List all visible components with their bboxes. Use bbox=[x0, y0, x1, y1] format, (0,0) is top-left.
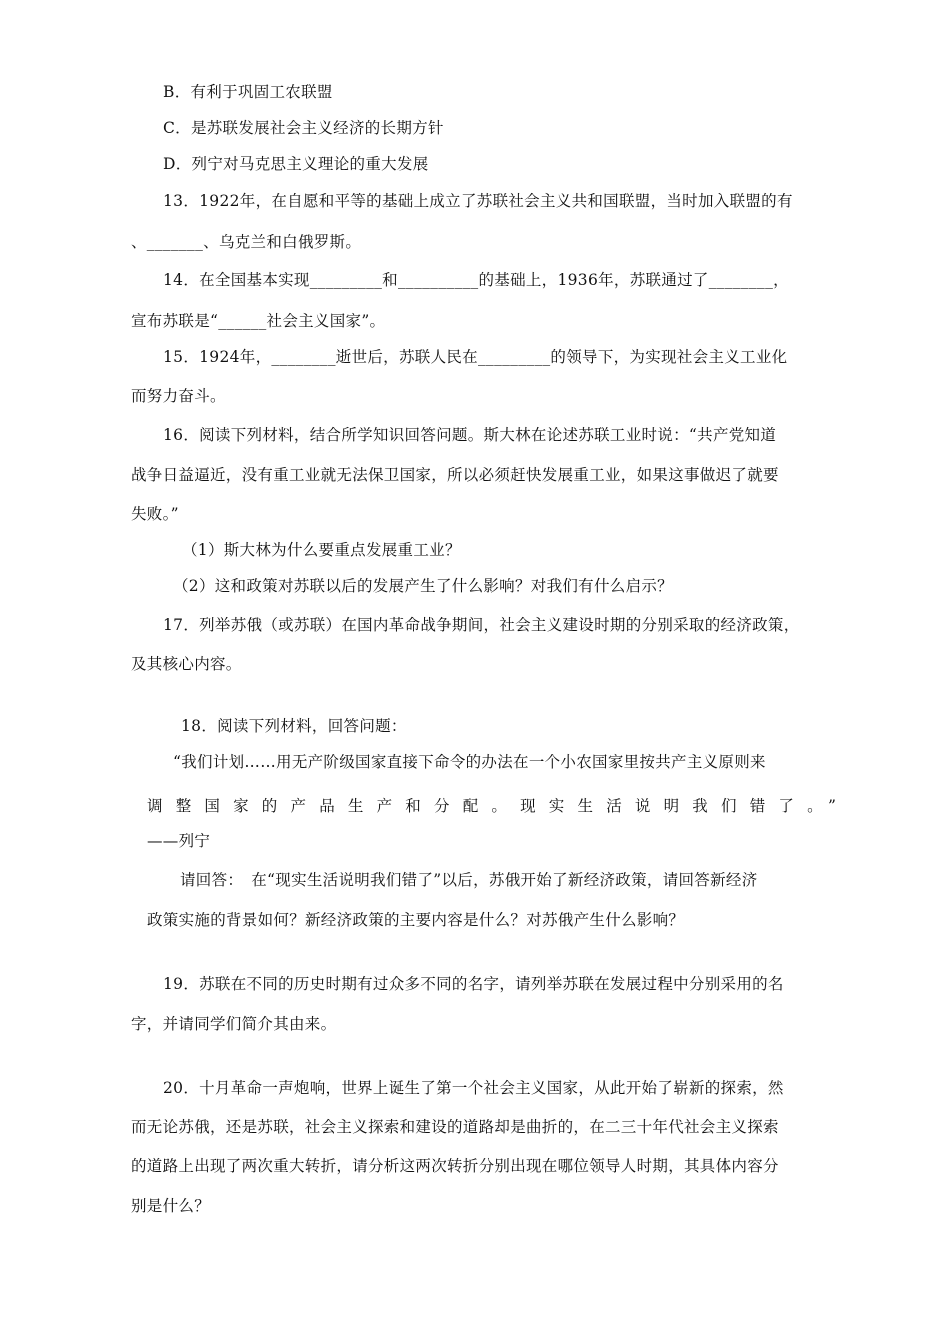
question-14-line-1: 14．在全国基本实现_________和__________的基础上，1936年，苏联通过了________， bbox=[163, 271, 789, 289]
question-18-ask-line-1: 请回答： 在“现实生活说明我们错了”以后，苏俄开始了新经济政策，请回答新经济 bbox=[180, 871, 758, 889]
question-18-quote-line-1: “我们计划……用无产阶级国家直接下命令的办法在一个小农国家里按共产主义原则来 bbox=[173, 753, 766, 771]
question-20-line-3: 的道路上出现了两次重大转折，请分析这两次转折分别出现在哪位领导人时期，其具体内容分 bbox=[131, 1157, 779, 1175]
question-16-line-1: 16．阅读下列材料，结合所学知识回答问题。斯大林在论述苏联工业时说：“共产党知道 bbox=[163, 426, 777, 444]
question-15-line-1: 15．1924年，________逝世后，苏联人民在_________的领导下，为实现社会主义工业化 bbox=[163, 348, 788, 366]
question-18-line-1: 18．阅读下列材料，回答问题： bbox=[181, 717, 407, 735]
question-13-line-1: 13．1922年，在自愿和平等的基础上成立了苏联社会主义共和国联盟，当时加入联盟的有 bbox=[163, 192, 793, 210]
question-14-line-2: 宣布苏联是“______社会主义国家”。 bbox=[131, 312, 386, 330]
question-20-line-1: 20．十月革命一声炮响，世界上诞生了第一个社会主义国家，从此开始了崭新的探索，然 bbox=[163, 1079, 784, 1097]
question-19-line-2: 字，并请同学们简介其由来。 bbox=[131, 1015, 337, 1033]
question-16-sub-2: （2）这和政策对苏联以后的发展产生了什么影响？对我们有什么启示？ bbox=[173, 577, 673, 595]
question-15-line-2: 而努力奋斗。 bbox=[131, 387, 226, 405]
question-17-line-2: 及其核心内容。 bbox=[131, 655, 242, 673]
question-19-line-1: 19．苏联在不同的历史时期有过众多不同的名字，请列举苏联在发展过程中分别采用的名 bbox=[163, 975, 784, 993]
question-13-line-2: 、_______、乌克兰和白俄罗斯。 bbox=[131, 233, 362, 251]
question-16-sub-1: （1）斯大林为什么要重点发展重工业？ bbox=[182, 541, 461, 559]
question-16-line-2: 战争日益逼近，没有重工业就无法保卫国家，所以必须赶快发展重工业，如果这事做迟了就要 bbox=[131, 466, 779, 484]
option-d: D．列宁对马克思主义理论的重大发展 bbox=[163, 155, 429, 173]
question-20-line-2: 而无论苏俄，还是苏联，社会主义探索和建设的道路却是曲折的，在二三十年代社会主义探索 bbox=[131, 1118, 779, 1136]
option-c: C．是苏联发展社会主义经济的长期方针 bbox=[163, 119, 444, 137]
question-18-attribution: ——列宁 bbox=[147, 832, 211, 850]
question-17-line-1: 17．列举苏俄（或苏联）在国内革命战争期间，社会主义建设时期的分别采取的经济政策， bbox=[163, 616, 800, 634]
question-20-line-4: 别是什么？ bbox=[131, 1197, 211, 1215]
question-16-line-3: 失败。” bbox=[131, 505, 179, 523]
question-18-quote-line-2: 调整国家的产品生产和分配。现实生活说明我们错了。” bbox=[147, 797, 850, 815]
question-18-ask-line-2: 政策实施的背景如何？新经济政策的主要内容是什么？对苏俄产生什么影响？ bbox=[147, 911, 685, 929]
option-b: B．有利于巩固工农联盟 bbox=[163, 83, 333, 101]
